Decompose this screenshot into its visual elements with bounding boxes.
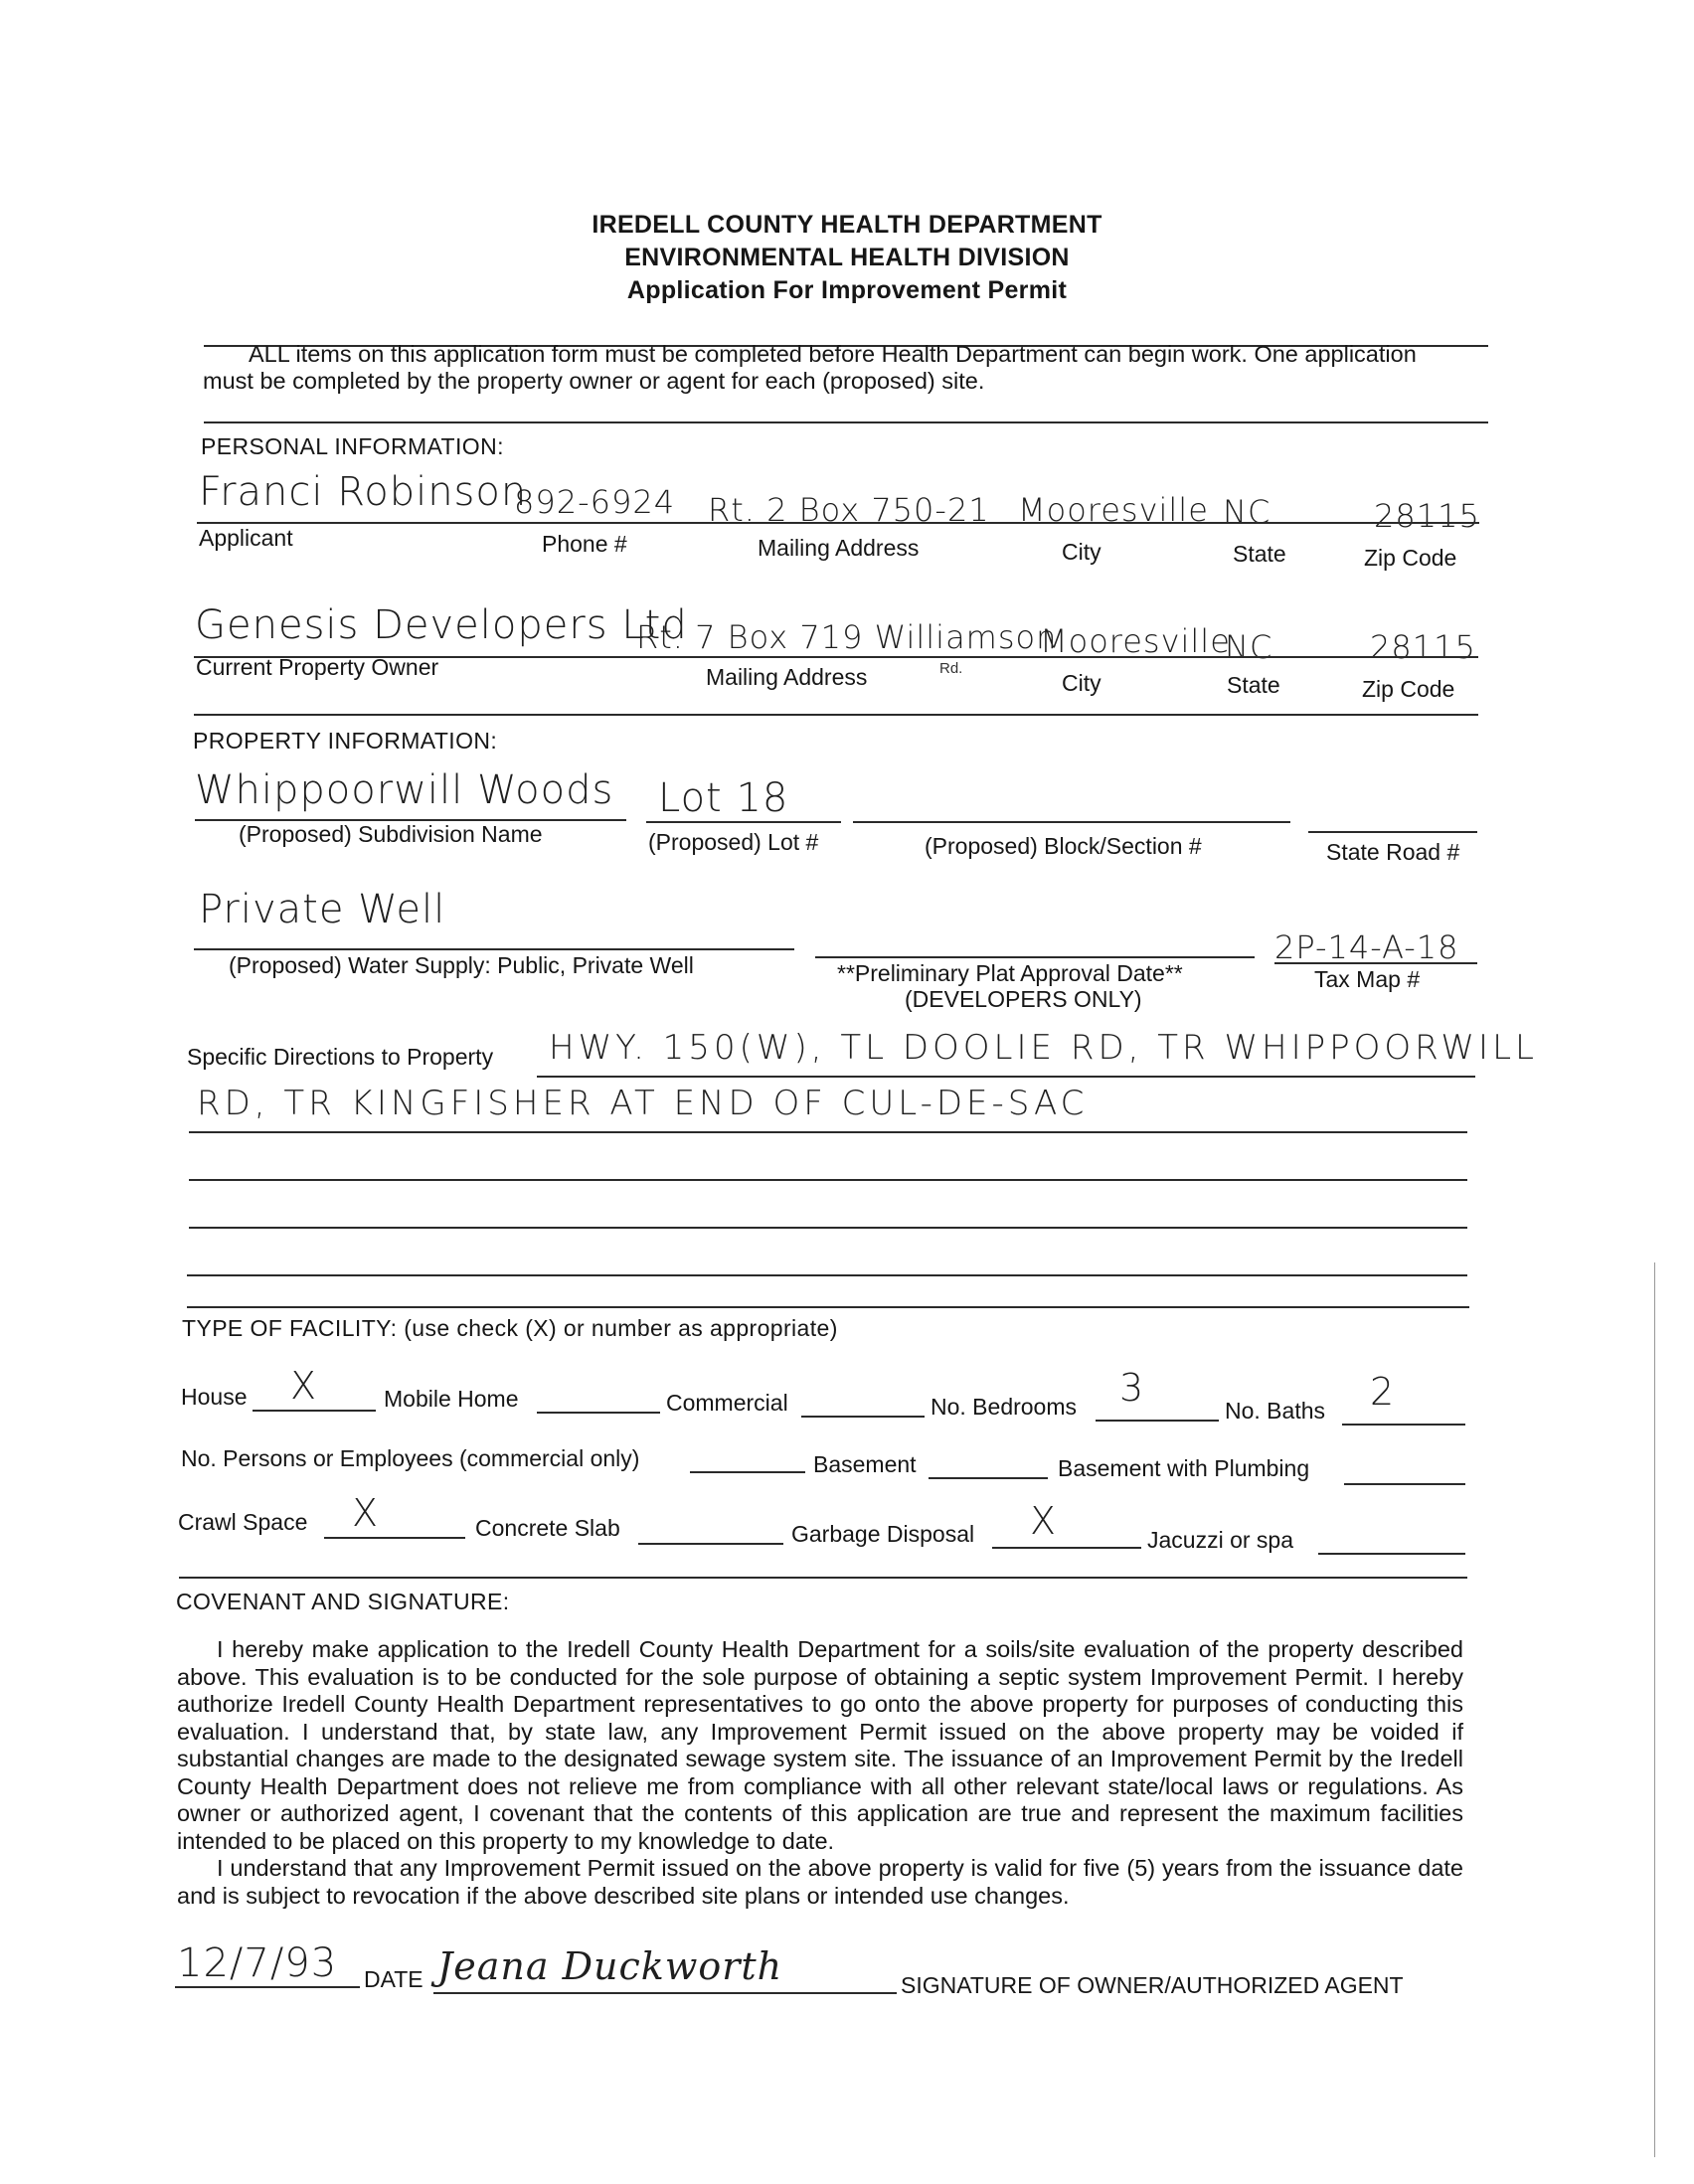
block-label: (Proposed) Block/Section # (925, 833, 1202, 859)
water-supply-value: Private Well (199, 887, 446, 932)
facility-section-label: TYPE OF FACILITY: (use check (X) or number as appropriate) (182, 1315, 838, 1341)
state-road-underline (1308, 831, 1477, 833)
owner-zip-value: 28115 (1370, 628, 1476, 666)
signature-label: SIGNATURE OF OWNER/AUTHORIZED AGENT (901, 1972, 1404, 1998)
owner-address-label: Mailing Address (706, 664, 868, 690)
instructions-line1: ALL items on this application form must be completed before Health Department can begin work. One application (249, 341, 1417, 367)
date-underline (175, 1986, 360, 1988)
house-label: House (181, 1384, 248, 1410)
applicant-phone-value: 892-6924 (514, 483, 676, 521)
directions-underline-1 (537, 1076, 1475, 1078)
garbage-disposal-label: Garbage Disposal (791, 1521, 975, 1547)
bedrooms-value: 3 (1119, 1366, 1145, 1410)
garbage-disposal-underline (992, 1547, 1141, 1549)
lot-underline (646, 821, 841, 823)
directions-underline-2 (189, 1131, 1467, 1133)
date-value: 12/7/93 (177, 1940, 338, 1986)
house-value: X (290, 1364, 318, 1408)
crawl-space-underline (324, 1537, 465, 1539)
scan-edge-line (1654, 1262, 1655, 2157)
directions-underline-4 (189, 1227, 1467, 1229)
owner-address-suffix: Rd. (939, 660, 963, 677)
header-division: ENVIRONMENTAL HEALTH DIVISION (624, 244, 1070, 271)
tax-map-label: Tax Map # (1314, 966, 1421, 992)
covenant-text (177, 1636, 1463, 1910)
baths-label: No. Baths (1225, 1398, 1325, 1424)
state-road-label: State Road # (1326, 839, 1460, 865)
applicant-address-value: Rt. 2 Box 750-21 (708, 491, 990, 529)
persons-underline (690, 1471, 805, 1473)
applicant-city-label: City (1062, 539, 1101, 565)
header-form-title: Application For Improvement Permit (626, 276, 1068, 304)
directions-underline-3 (189, 1179, 1467, 1181)
jacuzzi-underline (1318, 1553, 1465, 1555)
water-supply-label: (Proposed) Water Supply: Public, Private Well (229, 952, 694, 978)
concrete-slab-label: Concrete Slab (475, 1515, 620, 1541)
concrete-slab-underline (638, 1543, 783, 1545)
covenant-section-label: COVENANT AND SIGNATURE: (176, 1589, 510, 1614)
mobile-home-underline (537, 1412, 660, 1414)
signature-value: Jeana Duckworth (437, 1944, 783, 1988)
covenant-paragraph-2: I understand that any Improvement Permit issued on the above property is valid for five (5) years from the issuance date and is subject to revocation if the above described site plans or intended use changes. (177, 1855, 1463, 1909)
instructions-line2: must be completed by the property owner or agent for each (proposed) site. (203, 368, 985, 394)
applicant-address-label: Mailing Address (758, 535, 920, 561)
basement-label: Basement (813, 1451, 917, 1477)
property-section-label: PROPERTY INFORMATION: (193, 728, 498, 754)
tax-map-underline (1274, 962, 1477, 964)
persons-label: No. Persons or Employees (commercial only) (181, 1445, 640, 1471)
applicant-label: Applicant (199, 525, 293, 551)
garbage-disposal-value: X (1030, 1499, 1058, 1543)
basement-plumbing-underline (1344, 1483, 1465, 1485)
divider-facility (179, 1577, 1467, 1579)
applicant-state-label: State (1233, 541, 1286, 567)
divider-instructions (204, 421, 1488, 423)
applicant-underline (197, 522, 1479, 524)
basement-underline (929, 1477, 1048, 1479)
mobile-home-label: Mobile Home (384, 1386, 519, 1412)
subdivision-value: Whippoorwill Woods (195, 767, 614, 813)
baths-value: 2 (1370, 1370, 1396, 1414)
divider-personal (194, 714, 1478, 716)
subdivision-label: (Proposed) Subdivision Name (239, 821, 543, 847)
applicant-phone-label: Phone # (542, 531, 627, 557)
header-department: IREDELL COUNTY HEALTH DEPARTMENT (592, 211, 1102, 239)
owner-state-label: State (1227, 672, 1280, 698)
applicant-name-value: Franci Robinson (199, 469, 528, 515)
covenant-paragraph-1: I hereby make application to the Iredell County Health Department for a soils/site evaluation of the property described above. This evaluation is to be conducted for the sole purpose of obtaining a septic system Improvement Permit. I hereby authorize Iredell County Health Department representatives to go onto the above property for purposes of conducting this evaluation. I understand that, by state law, any Improvement Permit issued on the above property may be voided if substantial changes are made to the designated sewage system site. The issuance of an Improvement Permit by the Iredell County Health Department does not relieve me from compliance with all other relevant state/local laws or regulations. As owner or authorized agent, I covenant that the contents of this application are true and represent the maximum facilities intended to be placed on this property to my knowledge to date. (177, 1636, 1463, 1854)
lot-label: (Proposed) Lot # (648, 829, 819, 855)
lot-value: Lot 18 (658, 775, 789, 821)
owner-zip-label: Zip Code (1362, 676, 1455, 702)
crawl-space-value: X (352, 1491, 380, 1535)
applicant-state-value: NC (1223, 493, 1271, 531)
plat-date-note: (DEVELOPERS ONLY) (905, 986, 1142, 1012)
divider-property (187, 1306, 1469, 1308)
owner-address-value: Rt. 7 Box 719 Williamson (636, 618, 1058, 656)
crawl-space-label: Crawl Space (178, 1509, 308, 1535)
house-underline (253, 1410, 376, 1412)
directions-line1-value: HWY. 150(W), TL DOOLIE RD, TR WHIPPOORWILL (549, 1028, 1538, 1068)
owner-city-label: City (1062, 670, 1101, 696)
bedrooms-underline (1096, 1420, 1219, 1422)
plat-date-label: **Preliminary Plat Approval Date** (837, 960, 1183, 986)
directions-underline-5 (187, 1274, 1467, 1276)
commercial-underline (801, 1416, 925, 1418)
directions-line2-value: RD, TR KINGFISHER AT END OF CUL-DE-SAC (197, 1084, 1089, 1123)
baths-underline (1342, 1424, 1465, 1426)
owner-label: Current Property Owner (196, 654, 439, 680)
owner-name-value: Genesis Developers Ltd (195, 602, 688, 648)
block-underline (853, 821, 1290, 823)
applicant-zip-value: 28115 (1374, 497, 1480, 535)
signature-underline (433, 1992, 897, 1994)
commercial-label: Commercial (666, 1390, 788, 1416)
directions-label: Specific Directions to Property (187, 1044, 494, 1070)
bedrooms-label: No. Bedrooms (931, 1394, 1078, 1420)
date-label: DATE (364, 1966, 424, 1992)
jacuzzi-label: Jacuzzi or spa (1147, 1527, 1294, 1553)
personal-section-label: PERSONAL INFORMATION: (201, 433, 504, 459)
basement-plumbing-label: Basement with Plumbing (1058, 1455, 1310, 1481)
owner-state-value: NC (1225, 628, 1273, 666)
water-supply-underline (194, 948, 794, 950)
applicant-zip-label: Zip Code (1364, 545, 1457, 571)
applicant-city-value: Mooresville (1018, 491, 1209, 529)
tax-map-value: 2P-14-A-18 (1274, 928, 1459, 966)
owner-city-value: Mooresville (1040, 622, 1231, 660)
plat-date-underline (815, 956, 1255, 958)
